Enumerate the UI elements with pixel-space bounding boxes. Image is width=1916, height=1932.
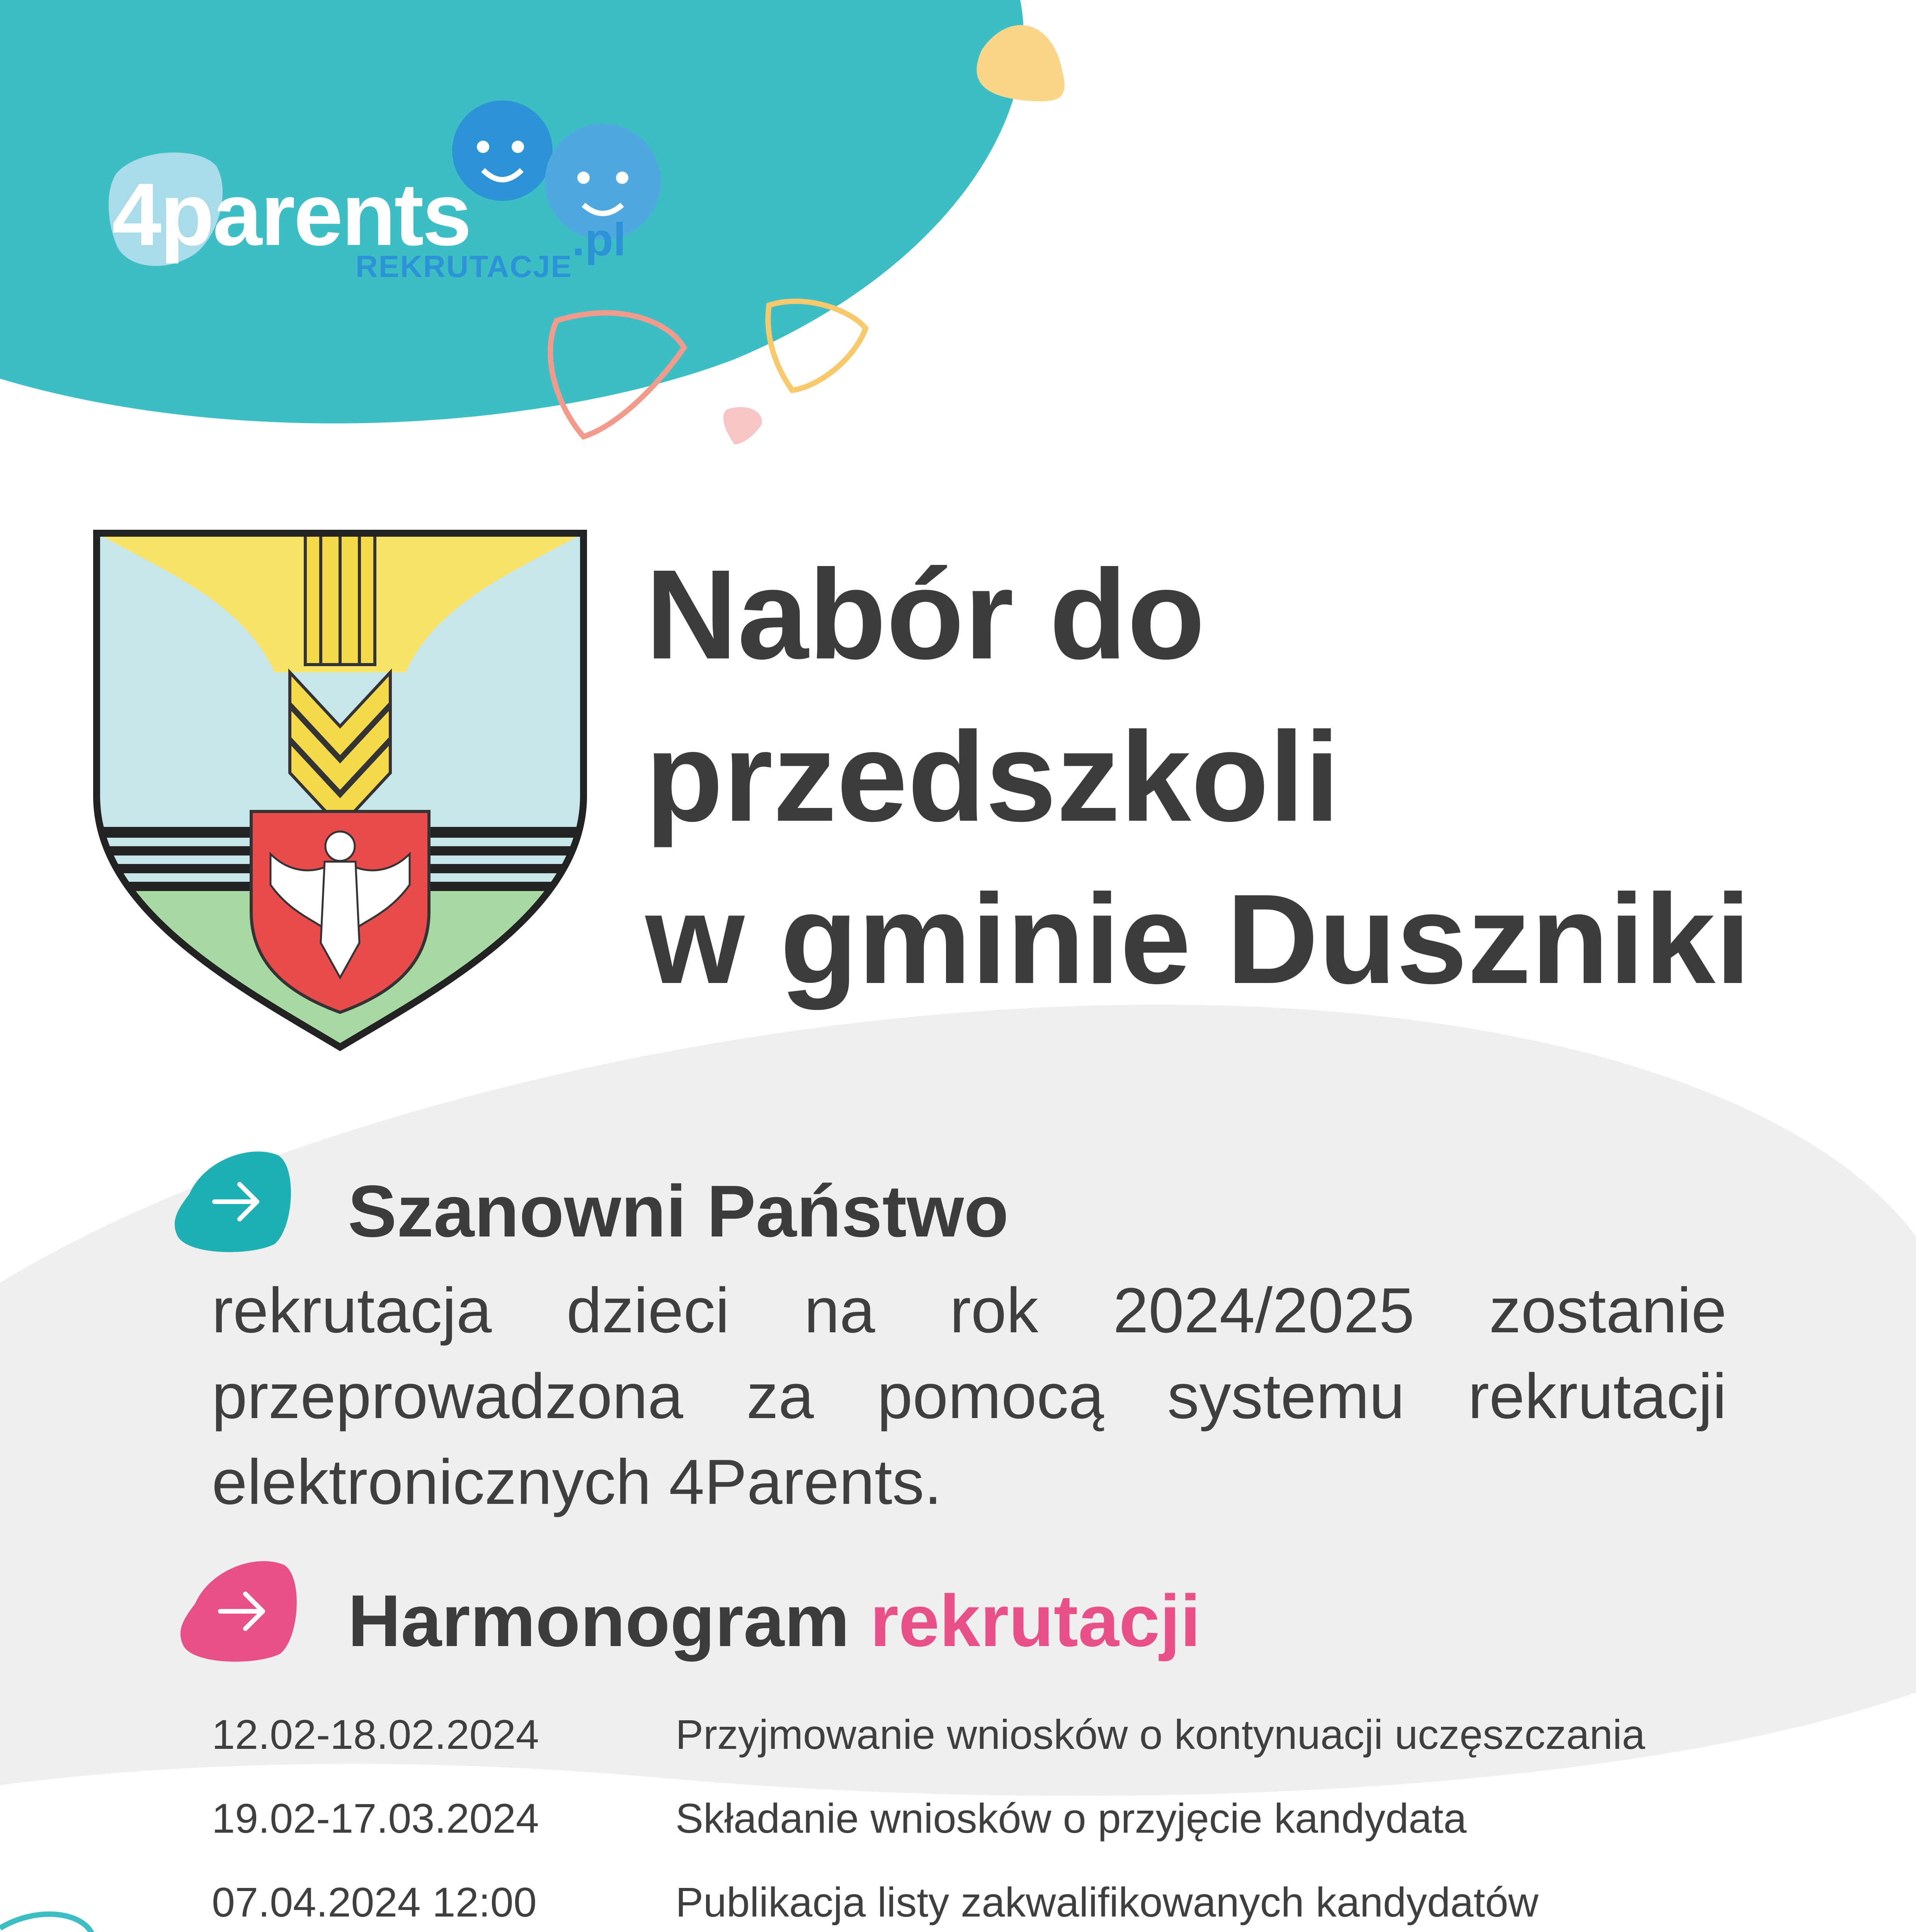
triangle-teal-left-outline	[0, 1914, 93, 1932]
coat-of-arms-icon	[89, 526, 591, 1059]
page-title	[645, 533, 1882, 1020]
logo-domain: .pl	[572, 214, 626, 265]
schedule-row	[212, 1692, 1758, 1776]
schedule-description: Przyjmowanie wniosków o kontynuacji uczęszczania	[676, 1711, 1645, 1758]
schedule-heading-accent: rekrutacji	[870, 1580, 1201, 1662]
logo-subtitle: REKRUTACJE	[356, 249, 572, 284]
triangle-pink-small	[723, 407, 762, 444]
schedule-description: Publikacja listy zakwalifikowanych kandydatów	[676, 1879, 1539, 1925]
logo-wordmark: 4parents	[112, 165, 470, 264]
schedule-description: Składanie wniosków o przyjęcie kandydata	[676, 1795, 1467, 1842]
title-line-1: Nabór do	[645, 543, 1205, 685]
title-line-2: przedszkoli	[645, 705, 1340, 848]
schedule-row	[212, 1860, 1758, 1932]
arrow-right-icon	[174, 1144, 298, 1256]
schedule-date: 19.02-17.03.2024	[212, 1795, 539, 1842]
schedule-row	[212, 1776, 1758, 1860]
greeting-heading: Szanowni Państwo	[348, 1170, 1009, 1252]
schedule-date: 07.04.2024 12:00	[212, 1879, 537, 1925]
schedule-heading-main: Harmonogram	[348, 1580, 850, 1662]
greeting-body: rekrutacja dzieci na rok 2024/2025 zostanie przeprowadzona za pomocą systemu rekrutacji elektronicznych 4Parents.	[212, 1275, 1727, 1517]
schedule-heading	[348, 1580, 1201, 1662]
schedule-date: 12.02-18.02.2024	[212, 1711, 539, 1758]
schedule-list	[212, 1692, 1758, 1932]
arrow-right-icon	[180, 1553, 303, 1665]
title-line-3: w gminie Duszniki	[645, 867, 1751, 1010]
